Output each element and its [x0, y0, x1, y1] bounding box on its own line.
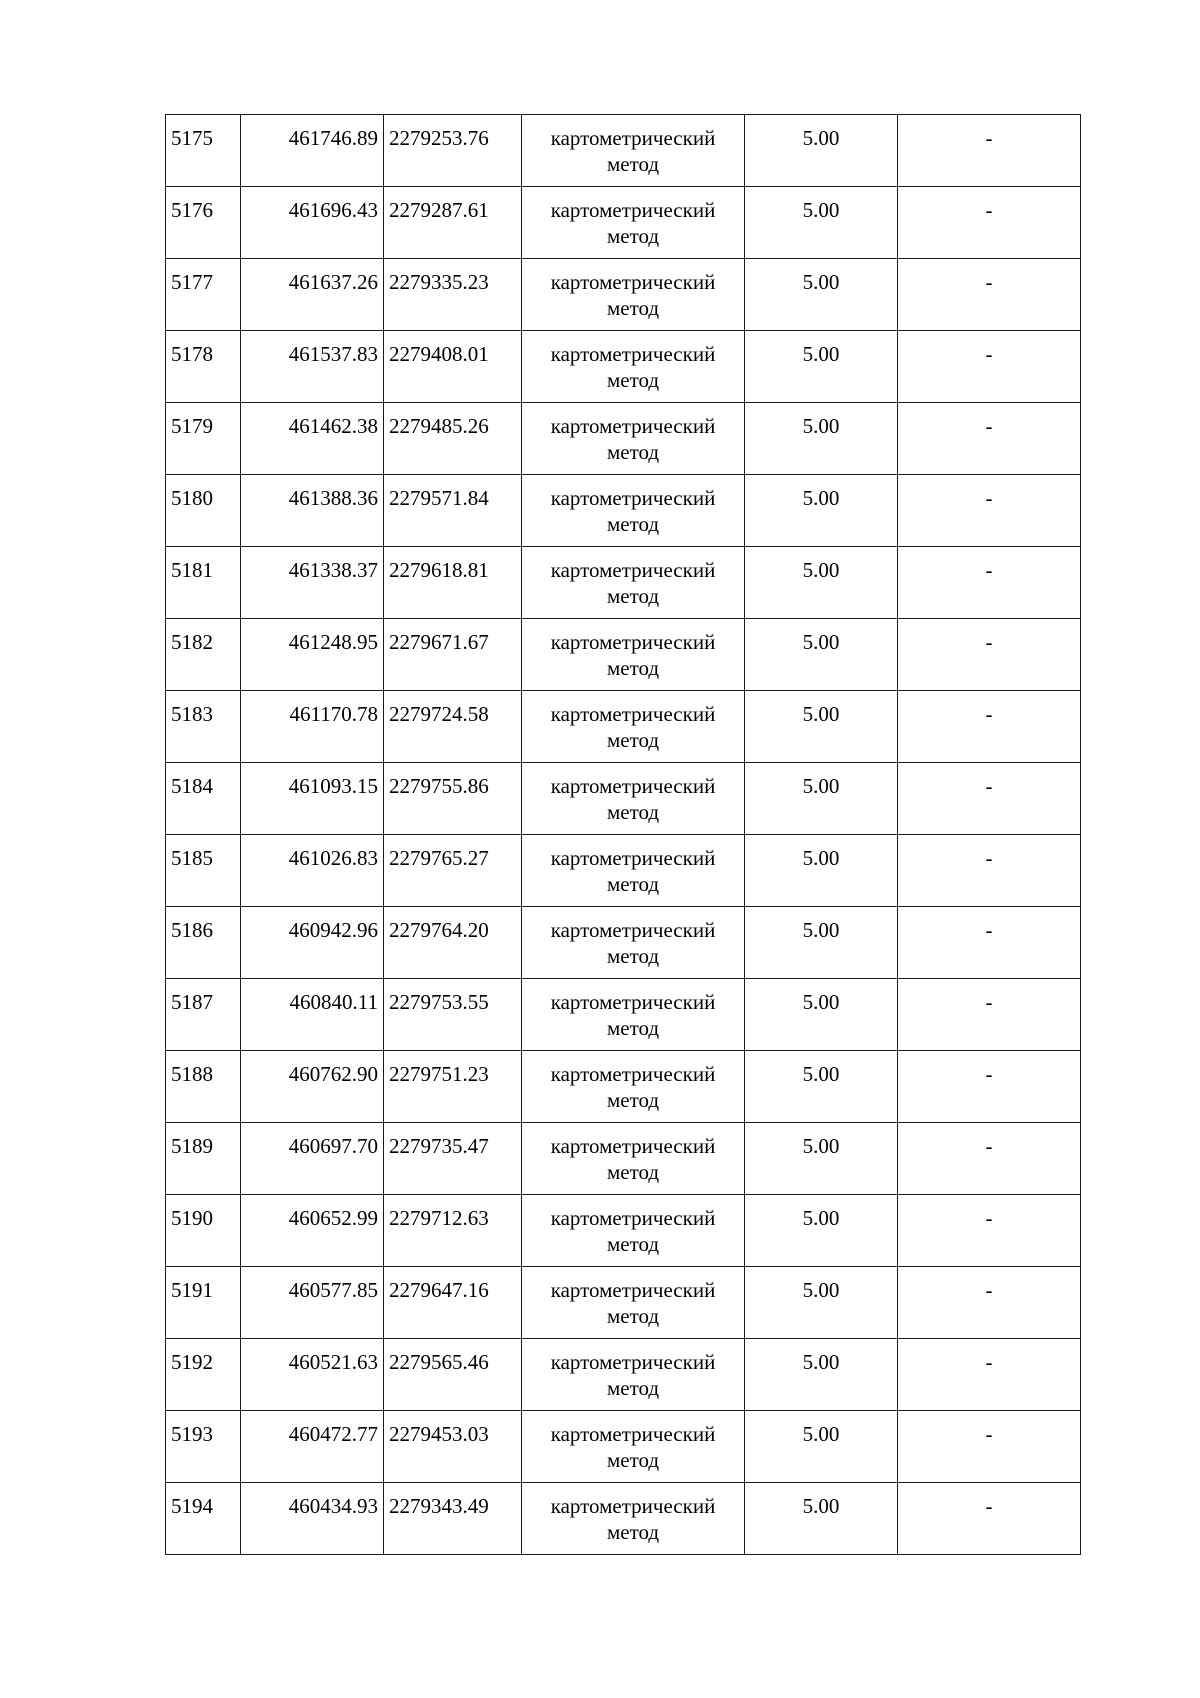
point-number-text: 5193 — [171, 1422, 213, 1446]
method-text: картометрический — [550, 342, 716, 366]
method-text: картометрический — [550, 702, 716, 726]
method-text: метод — [606, 1160, 660, 1184]
point-number-text: 5185 — [171, 846, 213, 870]
accuracy-cell — [745, 475, 898, 547]
method-text: метод — [606, 368, 660, 392]
x-coordinate-cell — [241, 1123, 384, 1195]
method-text: картометрический — [550, 846, 716, 870]
y-coordinate-cell — [384, 1339, 522, 1411]
description-cell — [898, 1483, 1081, 1555]
point-number-text: 5187 — [171, 990, 213, 1014]
accuracy-cell — [745, 763, 898, 835]
y-coordinate-text: 2279408.01 — [389, 342, 489, 366]
description-cell — [898, 979, 1081, 1051]
point-number-text: 5188 — [171, 1062, 213, 1086]
point-number-cell — [166, 331, 241, 403]
point-number-cell — [166, 1483, 241, 1555]
description-text: - — [985, 342, 993, 366]
point-number-text: 5184 — [171, 774, 213, 798]
description-text: - — [985, 270, 993, 294]
y-coordinate-text: 2279671.67 — [389, 630, 489, 654]
x-coordinate-cell — [241, 331, 384, 403]
point-number-text: 5177 — [171, 270, 213, 294]
x-coordinate-cell — [241, 1339, 384, 1411]
method-cell — [522, 619, 745, 691]
table-row — [166, 331, 1081, 403]
accuracy-text: 5.00 — [802, 1422, 840, 1446]
accuracy-cell — [745, 403, 898, 475]
accuracy-cell — [745, 979, 898, 1051]
y-coordinate-text: 2279755.86 — [389, 774, 489, 798]
method-text: картометрический — [550, 1350, 716, 1374]
method-text: картометрический — [550, 126, 716, 150]
accuracy-text: 5.00 — [802, 270, 840, 294]
x-coordinate-cell — [241, 475, 384, 547]
x-coordinate-cell — [241, 403, 384, 475]
description-text: - — [985, 414, 993, 438]
x-coordinate-text: 460840.11 — [289, 990, 378, 1014]
x-coordinate-text: 460762.90 — [288, 1062, 378, 1086]
point-number-text: 5192 — [171, 1350, 213, 1374]
point-number-text: 5182 — [171, 630, 213, 654]
description-cell — [898, 691, 1081, 763]
method-cell — [522, 1411, 745, 1483]
table-row — [166, 1051, 1081, 1123]
point-number-cell — [166, 619, 241, 691]
method-text: картометрический — [550, 774, 716, 798]
method-text: картометрический — [550, 990, 716, 1014]
point-number-text: 5194 — [171, 1494, 213, 1518]
table-row — [166, 115, 1081, 187]
description-cell — [898, 115, 1081, 187]
method-text: картометрический — [550, 414, 716, 438]
x-coordinate-text: 461746.89 — [288, 126, 378, 150]
method-text: метод — [606, 152, 660, 176]
method-cell — [522, 979, 745, 1051]
accuracy-text: 5.00 — [802, 918, 840, 942]
y-coordinate-cell — [384, 691, 522, 763]
x-coordinate-cell — [241, 1483, 384, 1555]
y-coordinate-cell — [384, 403, 522, 475]
method-cell — [522, 115, 745, 187]
accuracy-cell — [745, 1267, 898, 1339]
description-text: - — [985, 630, 993, 654]
y-coordinate-cell — [384, 979, 522, 1051]
method-cell — [522, 1123, 745, 1195]
y-coordinate-text: 2279565.46 — [389, 1350, 489, 1374]
accuracy-text: 5.00 — [802, 126, 840, 150]
point-number-cell — [166, 835, 241, 907]
table-row — [166, 1267, 1081, 1339]
point-number-text: 5175 — [171, 126, 213, 150]
description-text: - — [985, 126, 993, 150]
point-number-cell — [166, 691, 241, 763]
y-coordinate-cell — [384, 187, 522, 259]
description-text: - — [985, 1494, 993, 1518]
y-coordinate-cell — [384, 331, 522, 403]
x-coordinate-text: 461093.15 — [288, 774, 378, 798]
y-coordinate-text: 2279764.20 — [389, 918, 489, 942]
x-coordinate-cell — [241, 187, 384, 259]
description-text: - — [985, 702, 993, 726]
accuracy-text: 5.00 — [802, 1134, 840, 1158]
method-cell — [522, 1339, 745, 1411]
y-coordinate-text: 2279647.16 — [389, 1278, 489, 1302]
description-cell — [898, 547, 1081, 619]
description-text: - — [985, 846, 993, 870]
y-coordinate-text: 2279453.03 — [389, 1422, 489, 1446]
method-cell — [522, 1483, 745, 1555]
y-coordinate-cell — [384, 1267, 522, 1339]
point-number-cell — [166, 547, 241, 619]
method-cell — [522, 403, 745, 475]
method-text: метод — [606, 1448, 660, 1472]
table-row — [166, 835, 1081, 907]
method-text: метод — [606, 872, 660, 896]
y-coordinate-text: 2279571.84 — [389, 486, 489, 510]
method-text: картометрический — [550, 918, 716, 942]
description-cell — [898, 403, 1081, 475]
y-coordinate-cell — [384, 1123, 522, 1195]
y-coordinate-cell — [384, 1483, 522, 1555]
x-coordinate-text: 461388.36 — [288, 486, 378, 510]
method-text: метод — [606, 584, 660, 608]
description-text: - — [985, 990, 993, 1014]
y-coordinate-text: 2279712.63 — [389, 1206, 489, 1230]
description-cell — [898, 1267, 1081, 1339]
x-coordinate-cell — [241, 1195, 384, 1267]
accuracy-text: 5.00 — [802, 1350, 840, 1374]
method-text: метод — [606, 728, 660, 752]
description-text: - — [985, 558, 993, 582]
description-cell — [898, 1339, 1081, 1411]
x-coordinate-text: 460652.99 — [288, 1206, 378, 1230]
y-coordinate-cell — [384, 1051, 522, 1123]
x-coordinate-text: 460521.63 — [288, 1350, 378, 1374]
accuracy-text: 5.00 — [802, 486, 840, 510]
accuracy-cell — [745, 691, 898, 763]
description-text: - — [985, 774, 993, 798]
point-number-cell — [166, 403, 241, 475]
accuracy-text: 5.00 — [802, 1062, 840, 1086]
table-row — [166, 763, 1081, 835]
method-text: метод — [606, 800, 660, 824]
x-coordinate-text: 461170.78 — [289, 702, 378, 726]
point-number-text: 5179 — [171, 414, 213, 438]
x-coordinate-cell — [241, 691, 384, 763]
description-text: - — [985, 918, 993, 942]
x-coordinate-cell — [241, 835, 384, 907]
x-coordinate-cell — [241, 1267, 384, 1339]
method-text: картометрический — [550, 1494, 716, 1518]
description-text: - — [985, 198, 993, 222]
description-cell — [898, 907, 1081, 979]
coordinates-table-body — [166, 115, 1081, 1555]
description-cell — [898, 1123, 1081, 1195]
point-number-cell — [166, 1123, 241, 1195]
x-coordinate-text: 460434.93 — [288, 1494, 378, 1518]
method-cell — [522, 1051, 745, 1123]
y-coordinate-text: 2279724.58 — [389, 702, 489, 726]
description-cell — [898, 331, 1081, 403]
method-cell — [522, 475, 745, 547]
method-cell — [522, 835, 745, 907]
y-coordinate-cell — [384, 475, 522, 547]
point-number-cell — [166, 187, 241, 259]
method-text: метод — [606, 944, 660, 968]
y-coordinate-text: 2279765.27 — [389, 846, 489, 870]
accuracy-cell — [745, 619, 898, 691]
description-cell — [898, 763, 1081, 835]
description-text: - — [985, 1278, 993, 1302]
description-cell — [898, 1411, 1081, 1483]
accuracy-cell — [745, 331, 898, 403]
x-coordinate-cell — [241, 259, 384, 331]
table-row — [166, 547, 1081, 619]
table-row — [166, 403, 1081, 475]
accuracy-text: 5.00 — [802, 846, 840, 870]
y-coordinate-text: 2279751.23 — [389, 1062, 489, 1086]
table-row — [166, 1123, 1081, 1195]
point-number-text: 5176 — [171, 198, 213, 222]
x-coordinate-text: 460472.77 — [288, 1422, 378, 1446]
accuracy-text: 5.00 — [802, 1278, 840, 1302]
y-coordinate-cell — [384, 763, 522, 835]
accuracy-cell — [745, 907, 898, 979]
table-row — [166, 691, 1081, 763]
method-cell — [522, 763, 745, 835]
x-coordinate-text: 460942.96 — [288, 918, 378, 942]
y-coordinate-text: 2279343.49 — [389, 1494, 489, 1518]
method-text: метод — [606, 224, 660, 248]
method-text: метод — [606, 296, 660, 320]
description-cell — [898, 1195, 1081, 1267]
x-coordinate-cell — [241, 115, 384, 187]
accuracy-cell — [745, 1051, 898, 1123]
y-coordinate-cell — [384, 115, 522, 187]
description-text: - — [985, 486, 993, 510]
point-number-text: 5190 — [171, 1206, 213, 1230]
description-cell — [898, 1051, 1081, 1123]
method-text: метод — [606, 1088, 660, 1112]
accuracy-text: 5.00 — [802, 990, 840, 1014]
accuracy-cell — [745, 547, 898, 619]
method-text: картометрический — [550, 1134, 716, 1158]
accuracy-cell — [745, 187, 898, 259]
accuracy-text: 5.00 — [802, 198, 840, 222]
method-cell — [522, 907, 745, 979]
accuracy-cell — [745, 1483, 898, 1555]
point-number-cell — [166, 475, 241, 547]
table-row — [166, 1411, 1081, 1483]
method-text: картометрический — [550, 198, 716, 222]
method-text: картометрический — [550, 486, 716, 510]
y-coordinate-cell — [384, 907, 522, 979]
method-text: картометрический — [550, 1206, 716, 1230]
x-coordinate-cell — [241, 907, 384, 979]
x-coordinate-cell — [241, 1051, 384, 1123]
method-cell — [522, 187, 745, 259]
description-cell — [898, 259, 1081, 331]
y-coordinate-text: 2279287.61 — [389, 198, 489, 222]
accuracy-text: 5.00 — [802, 1494, 840, 1518]
description-cell — [898, 187, 1081, 259]
method-cell — [522, 331, 745, 403]
description-text: - — [985, 1062, 993, 1086]
method-text: картометрический — [550, 1422, 716, 1446]
table-row — [166, 619, 1081, 691]
method-cell — [522, 691, 745, 763]
method-text: метод — [606, 1376, 660, 1400]
accuracy-text: 5.00 — [802, 558, 840, 582]
y-coordinate-text: 2279735.47 — [389, 1134, 489, 1158]
method-text: картометрический — [550, 558, 716, 582]
method-text: картометрический — [550, 630, 716, 654]
point-number-cell — [166, 1411, 241, 1483]
y-coordinate-cell — [384, 547, 522, 619]
description-text: - — [985, 1134, 993, 1158]
description-cell — [898, 835, 1081, 907]
table-row — [166, 1483, 1081, 1555]
accuracy-cell — [745, 1411, 898, 1483]
point-number-text: 5186 — [171, 918, 213, 942]
x-coordinate-text: 460577.85 — [288, 1278, 378, 1302]
x-coordinate-text: 461537.83 — [288, 342, 378, 366]
x-coordinate-text: 461637.26 — [288, 270, 378, 294]
y-coordinate-cell — [384, 835, 522, 907]
accuracy-cell — [745, 259, 898, 331]
y-coordinate-text: 2279253.76 — [389, 126, 489, 150]
x-coordinate-text: 461026.83 — [288, 846, 378, 870]
point-number-cell — [166, 1267, 241, 1339]
accuracy-cell — [745, 115, 898, 187]
y-coordinate-cell — [384, 619, 522, 691]
accuracy-text: 5.00 — [802, 342, 840, 366]
y-coordinate-text: 2279485.26 — [389, 414, 489, 438]
accuracy-text: 5.00 — [802, 1206, 840, 1230]
x-coordinate-cell — [241, 547, 384, 619]
point-number-cell — [166, 763, 241, 835]
point-number-cell — [166, 907, 241, 979]
table-row — [166, 475, 1081, 547]
point-number-cell — [166, 1339, 241, 1411]
method-text: метод — [606, 1520, 660, 1544]
method-text: картометрический — [550, 1062, 716, 1086]
x-coordinate-text: 460697.70 — [288, 1134, 378, 1158]
method-cell — [522, 259, 745, 331]
method-text: картометрический — [550, 270, 716, 294]
y-coordinate-cell — [384, 1195, 522, 1267]
accuracy-cell — [745, 1339, 898, 1411]
point-number-text: 5189 — [171, 1134, 213, 1158]
accuracy-text: 5.00 — [802, 702, 840, 726]
accuracy-text: 5.00 — [802, 630, 840, 654]
accuracy-text: 5.00 — [802, 774, 840, 798]
y-coordinate-text: 2279753.55 — [389, 990, 489, 1014]
accuracy-text: 5.00 — [802, 414, 840, 438]
x-coordinate-cell — [241, 619, 384, 691]
point-number-text: 5178 — [171, 342, 213, 366]
y-coordinate-text: 2279335.23 — [389, 270, 489, 294]
method-text: метод — [606, 656, 660, 680]
method-text: метод — [606, 1232, 660, 1256]
description-text: - — [985, 1422, 993, 1446]
method-text: метод — [606, 1016, 660, 1040]
point-number-cell — [166, 259, 241, 331]
method-cell — [522, 1195, 745, 1267]
table-row — [166, 1195, 1081, 1267]
point-number-cell — [166, 1051, 241, 1123]
point-number-text: 5180 — [171, 486, 213, 510]
point-number-cell — [166, 1195, 241, 1267]
table-row — [166, 979, 1081, 1051]
method-text: картометрический — [550, 1278, 716, 1302]
description-cell — [898, 619, 1081, 691]
y-coordinate-cell — [384, 259, 522, 331]
x-coordinate-cell — [241, 979, 384, 1051]
accuracy-cell — [745, 835, 898, 907]
x-coordinate-text: 461462.38 — [288, 414, 378, 438]
x-coordinate-text: 461248.95 — [288, 630, 378, 654]
point-number-text: 5191 — [171, 1278, 213, 1302]
accuracy-cell — [745, 1195, 898, 1267]
method-text: метод — [606, 1304, 660, 1328]
x-coordinate-cell — [241, 1411, 384, 1483]
method-cell — [522, 1267, 745, 1339]
table-row — [166, 187, 1081, 259]
table-row — [166, 907, 1081, 979]
point-number-text: 5181 — [171, 558, 213, 582]
x-coordinate-cell — [241, 763, 384, 835]
method-text: метод — [606, 440, 660, 464]
description-text: - — [985, 1350, 993, 1374]
x-coordinate-text: 461338.37 — [288, 558, 378, 582]
table-row — [166, 259, 1081, 331]
table-row — [166, 1339, 1081, 1411]
point-number-text: 5183 — [171, 702, 213, 726]
x-coordinate-text: 461696.43 — [288, 198, 378, 222]
description-text: - — [985, 1206, 993, 1230]
method-text: метод — [606, 512, 660, 536]
accuracy-cell — [745, 1123, 898, 1195]
method-cell — [522, 547, 745, 619]
point-number-cell — [166, 979, 241, 1051]
coordinates-table — [165, 114, 1081, 1555]
description-cell — [898, 475, 1081, 547]
y-coordinate-cell — [384, 1411, 522, 1483]
y-coordinate-text: 2279618.81 — [389, 558, 489, 582]
point-number-cell — [166, 115, 241, 187]
